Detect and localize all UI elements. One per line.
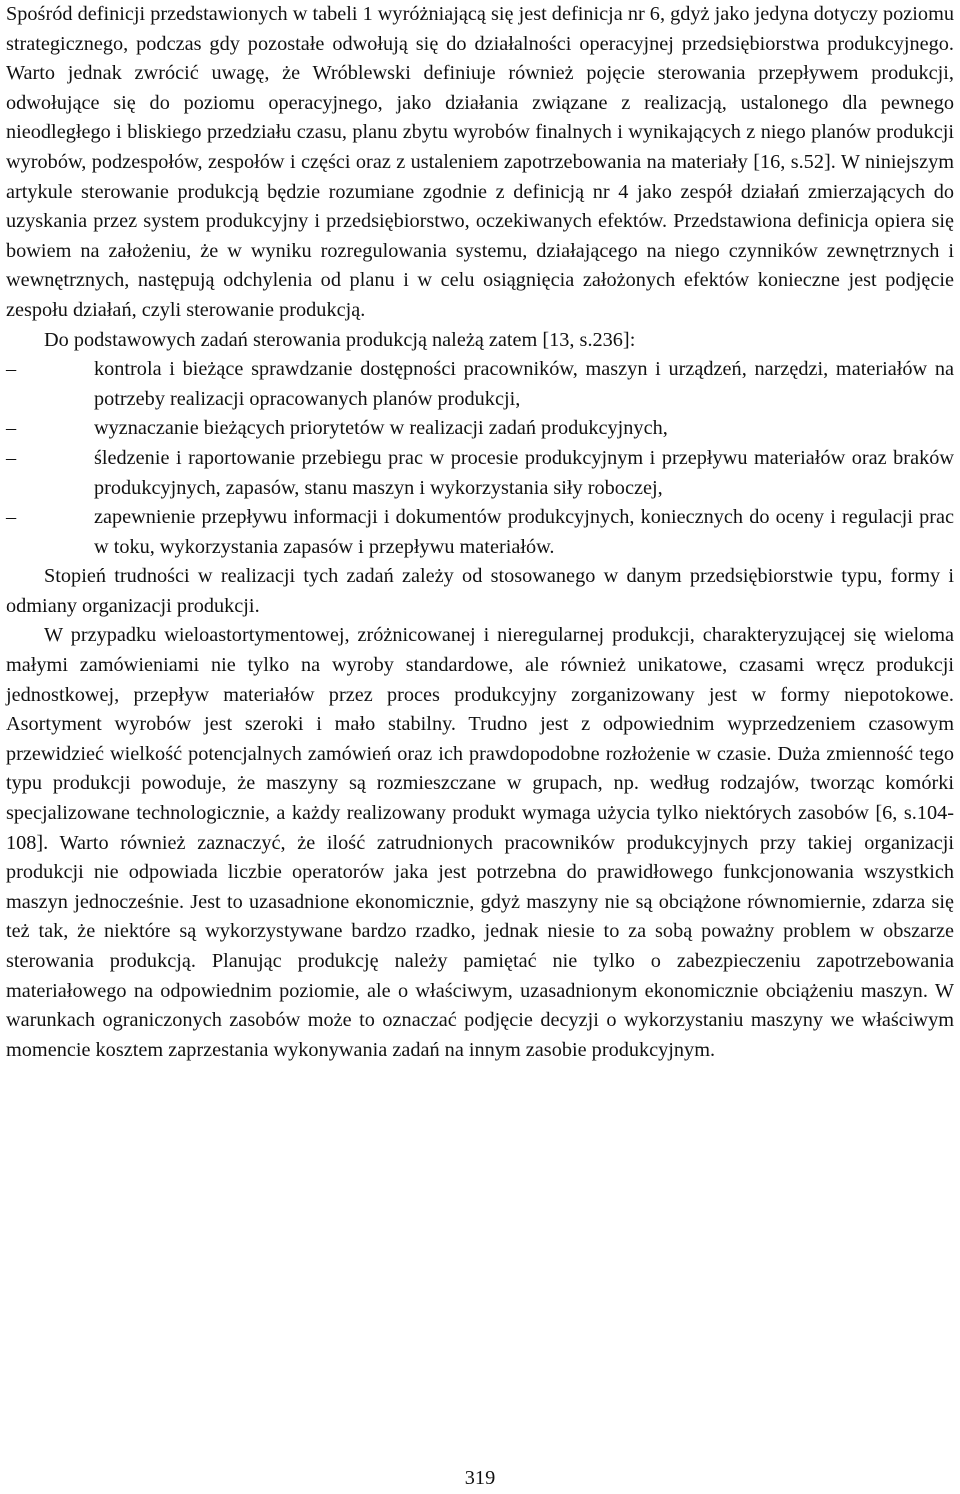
- list-item-text: śledzenie i raportowanie przebiegu prac w procesie produkcyjnym i przepływu materiałów oraz braków produkcyjnych, zapasów, stanu maszyn i wykorzystania siły roboczej,: [94, 446, 954, 499]
- dash-marker: –: [6, 417, 17, 440]
- document-page: [6, 0, 954, 1065]
- body-paragraph: Do podstawowych zadań sterowania produkcją należą zatem [13, s.236]:: [44, 328, 636, 351]
- body-paragraph: W przypadku wieloastortymentowej, zróżnicowanej i nieregularnej produkcji, charakteryzującej się wieloma małymi zamówieniami nie tylko na wyroby standardowe, ale również unikatowe, czasami wręcz produkcji jednostkowej, przepływ materiałów przez proces produkcyjny zorganizowany jest w formy niepotokowe. Asortyment wyrobów jest szeroki i mało stabilny. Trudno jest z odpowiednim wyprzedzeniem czasowym przewidzieć wielkość potencjalnych zamówień oraz ich prawdopodobne rozłożenie w czasie. Duża zmienność tego typu produkcji powoduje, że maszyny są rozmieszczane w grupach, np. według rodzajów, tworząc komórki specjalizowane technologicznie, a każdy realizowany produkt wymaga użycia tylko niektórych zasobów [6, s.104-108]. Warto również zaznaczyć, że ilość zatrudnionych pracowników produkcyjnych przy takiej organizacji produkcji nie odpowiada liczbie operatorów jaka jest potrzebna do prawidłowego funkcjonowania wszystkich maszyn jednocześnie. Jest to uzasadnione ekonomicznie, gdyż maszyny nie są obciążone równomiernie, zdarza się też tak, że niektóre są wykorzystywane bardzo rzadko, jednak niesie to za sobą poważny problem w obszarze sterowania produkcją. Planując produkcję należy pamiętać nie tylko o zabezpieczeniu zapotrzebowania materiałowego na odpowiednim poziomie, ale o właściwym, uzasadnionym ekonomicznie obciążeniu maszyn. W warunkach ograniczonych zasobów może to oznaczać podjęcie decyzji o wykorzystaniu maszyny we właściwym momencie kosztem zaprzestania wykonywania zadań na innym zasobie produkcyjnym.: [6, 624, 954, 1061]
- task-list: [6, 355, 954, 562]
- list-item: [6, 503, 954, 562]
- list-item: [6, 355, 954, 414]
- page-number: 319: [464, 1467, 496, 1489]
- dash-marker: –: [6, 358, 17, 381]
- body-paragraph: Stopień trudności w realizacji tych zadań zależy od stosowanego w danym przedsiębiorstwie typu, formy i odmiany organizacji produkcji.: [6, 565, 954, 617]
- list-item-text: zapewnienie przepływu informacji i dokumentów produkcyjnych, koniecznych do oceny i regulacji prac w toku, wykorzystania zapasów i przepływu materiałów.: [94, 506, 954, 558]
- dash-marker: –: [6, 506, 17, 529]
- dash-marker: –: [6, 446, 17, 469]
- list-item-text: wyznaczanie bieżących priorytetów w realizacji zadań produkcyjnych,: [94, 417, 668, 440]
- body-paragraph: Spośród definicji przedstawionych w tabeli 1 wyróżniającą się jest definicja nr 6, gdyż jako jedyna dotyczy poziomu strategicznego, podczas gdy pozostałe odwołują się do działalności operacyjnej przedsiębiorstwa produkcyjnego. Warto jednak zwrócić uwagę, że Wróblewski definiuje również pojęcie sterowania przepływem produkcji, odwołujące się do poziomu operacyjnego, jako działania związane z realizacją, ustalonego dla pewnego nieodległego i bliskiego przedziału czasu, planu zbytu wyrobów finalnych i wynikających z niego planów produkcji wyrobów, podzespołów, zespołów i części oraz z ustaleniem zapotrzebowania na materiały [16, s.52]. W niniejszym artykule sterowanie produkcją będzie rozumiane zgodnie z definicją nr 4 jako zespół działań zmierzających do uzyskania przez system produkcyjny i przedsiębiorstwo, oczekiwanych efektów. Przedstawiona definicja opiera się bowiem na założeniu, że w wyniku rozregulowania systemu, działającego na niego czynników zewnętrznych i wewnętrznych, następują odchylenia od planu i w celu osiągnięcia założonych efektów konieczne jest podjęcie zespołu działań, czyli sterowanie produkcją.: [6, 3, 954, 321]
- list-item: [6, 444, 954, 503]
- list-item: [6, 414, 954, 444]
- list-item-text: kontrola i bieżące sprawdzanie dostępności pracowników, maszyn i urządzeń, narzędzi, materiałów na potrzeby realizacji opracowanych planów produkcji,: [94, 358, 954, 410]
